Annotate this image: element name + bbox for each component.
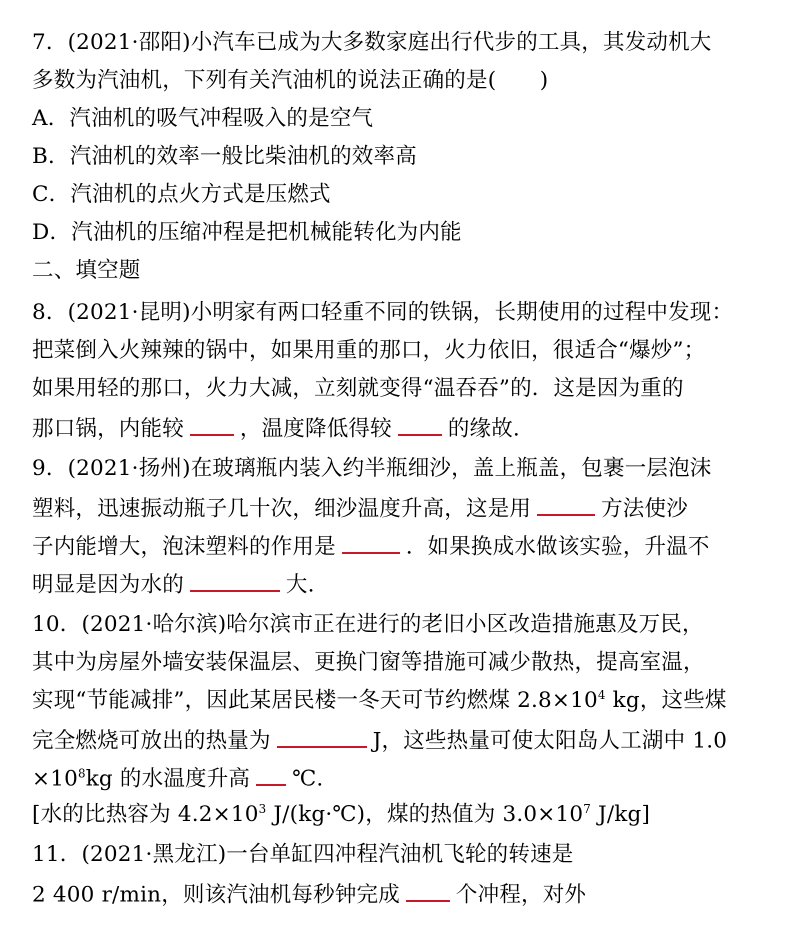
text: [水的比热容为 4.2×10 — [32, 802, 259, 827]
text: 如果用轻的那口，火力大减，立刻就变得“温吞吞”的．这是因为重的 — [32, 376, 684, 401]
text: 10．(2021·哈尔滨)哈尔滨市正在进行的老旧小区改造措施惠及万民， — [32, 612, 704, 637]
text: 大. — [285, 572, 315, 598]
text: ．如果换成水做该实验，升温不 — [405, 534, 710, 560]
text: 明显是因为水的 — [32, 572, 184, 598]
exponent: 3 — [258, 801, 267, 816]
question-8-line-4 — [32, 412, 774, 445]
text: J，这些热量可使太阳岛人工湖中 1.0 — [372, 728, 728, 754]
question-10-line-3 — [32, 686, 774, 716]
option-b — [32, 142, 774, 172]
question-7-line-2 — [32, 66, 774, 96]
option-c — [32, 180, 774, 210]
option-a — [32, 104, 774, 134]
question-9-line-2 — [32, 492, 774, 525]
text: 子内能增大，泡沫塑料的作用是 — [32, 534, 336, 560]
text: 2 400 r/min，则该汽油机每秒钟完成 — [32, 882, 400, 908]
answer-blank[interactable] — [256, 762, 286, 786]
text: ，温度降低得较 — [239, 416, 392, 442]
answer-blank[interactable] — [398, 412, 442, 436]
text: J/(kg·℃)，煤的热值为 3.0×10 — [266, 802, 584, 827]
text: 方法使沙 — [601, 496, 688, 522]
option-d — [32, 218, 774, 248]
question-7-line-1 — [32, 28, 774, 58]
text: 多数为汽油机，下列有关汽油机的说法正确的是( ) — [32, 68, 549, 93]
text: C．汽油机的点火方式是压燃式 — [32, 182, 331, 207]
text: 实现“节能减排”，因此某居民楼一冬天可节约燃煤 2.8×10 — [32, 688, 598, 713]
text: J/kg] — [590, 802, 651, 827]
question-10-line-6 — [32, 800, 774, 830]
question-9-line-3 — [32, 530, 774, 563]
question-9-line-1 — [32, 454, 774, 484]
question-10-line-1 — [32, 610, 774, 640]
answer-blank[interactable] — [342, 530, 400, 554]
answer-blank[interactable] — [277, 724, 367, 748]
text: kg 的水温度升高 — [85, 766, 251, 792]
text: D．汽油机的压缩冲程是把机械能转化为内能 — [32, 220, 462, 245]
text: A．汽油机的吸气冲程吸入的是空气 — [32, 106, 374, 131]
question-9-line-4 — [32, 568, 774, 601]
text: 那口锅，内能较 — [32, 416, 184, 442]
exponent: 7 — [583, 801, 591, 816]
answer-blank[interactable] — [190, 568, 280, 592]
answer-blank[interactable] — [190, 412, 234, 436]
text: 完全燃烧可放出的热量为 — [32, 728, 271, 754]
question-10-line-2 — [32, 648, 774, 678]
exponent: 4 — [597, 687, 606, 702]
question-10-line-4 — [32, 724, 774, 757]
question-11-line-1 — [32, 840, 774, 870]
text: 8．(2021·昆明)小明家有两口轻重不同的铁锅，长期使用的过程中发现： — [32, 300, 734, 325]
text: B．汽油机的效率一般比柴油机的效率高 — [32, 144, 417, 169]
text: 11．(2021·黑龙江)一台单缸四冲程汽油机飞轮的转速是 — [32, 842, 574, 867]
text: kg，这些煤 — [605, 688, 727, 713]
text: 7．(2021·邵阳)小汽车已成为大多数家庭出行代步的工具，其发动机大 — [32, 30, 712, 55]
text: 其中为房屋外墙安装保温层、更换门窗等措施可减少散热，提高室温， — [32, 650, 705, 675]
question-10-line-5 — [32, 762, 774, 795]
question-11-line-2 — [32, 878, 774, 911]
question-8-line-2 — [32, 336, 774, 366]
text: 的缘故. — [447, 416, 520, 442]
text: 二、填空题 — [32, 258, 141, 283]
exponent: 8 — [77, 766, 86, 781]
text: 个冲程，对外 — [455, 882, 587, 908]
answer-blank[interactable] — [406, 878, 450, 902]
text: 把菜倒入火辣辣的锅中，如果用重的那口，火力依旧，很适合“爆炒”； — [32, 338, 706, 363]
text: 塑料，迅速振动瓶子几十次，细沙温度升高，这是用 — [32, 496, 532, 522]
question-8-line-1 — [32, 298, 774, 328]
question-8-line-3 — [32, 374, 774, 404]
text: ×10 — [32, 766, 78, 792]
text: ℃. — [292, 766, 324, 792]
answer-blank[interactable] — [537, 492, 595, 516]
section-heading — [32, 256, 774, 286]
text: 9．(2021·扬州)在玻璃瓶内装入约半瓶细沙，盖上瓶盖，包裹一层泡沫 — [32, 456, 712, 481]
